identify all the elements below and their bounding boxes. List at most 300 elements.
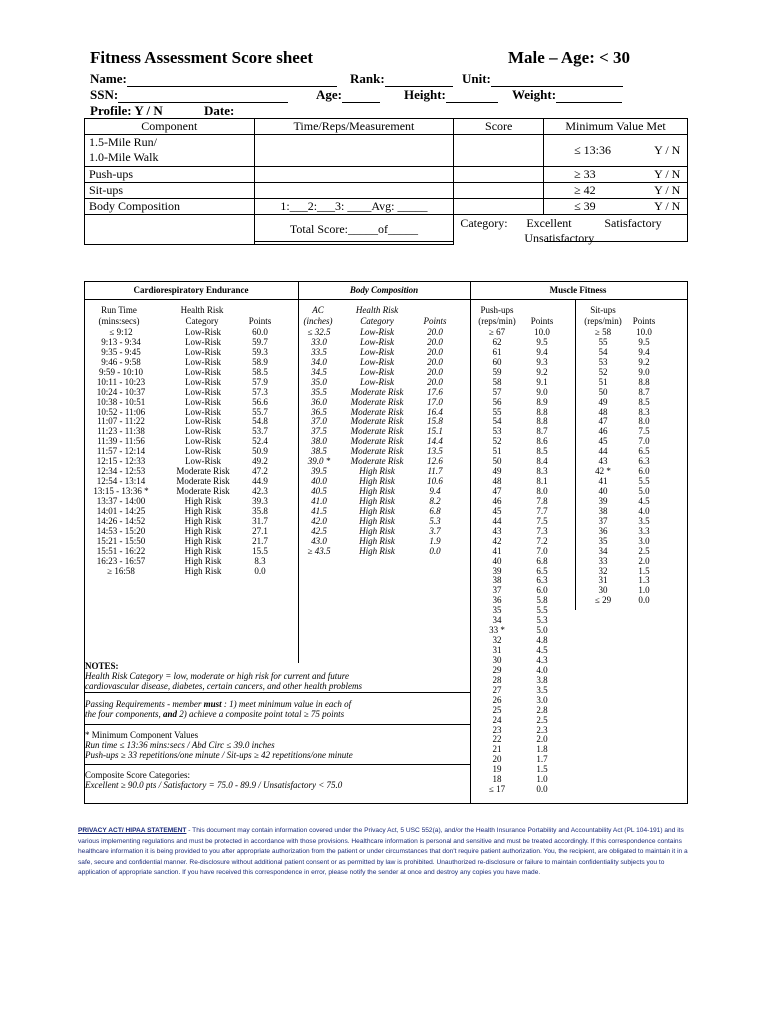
pushup-points-cell: 8.6	[536, 436, 548, 447]
body-points-cell: 8.2	[429, 495, 441, 506]
run-time-cell: ≥ 16:58	[107, 565, 135, 576]
note-text: 2) achieve a composite point total ≥ 75 points	[177, 709, 345, 719]
run-label: 1.5-Mile Run/ 1.0-Mile Walk	[85, 135, 255, 167]
note-emphasis: must	[203, 699, 222, 709]
body-risk-cell: Moderate Risk	[350, 386, 404, 397]
header-measurement: Time/Reps/Measurement	[254, 119, 454, 135]
run-time-cell: 9:59 - 10:10	[99, 366, 143, 377]
cardio-risk-cell: Low-Risk	[185, 366, 221, 377]
situps-minimum[interactable]: ≥ 42 Y / N	[544, 183, 688, 199]
situp-reps-cell: 51	[598, 376, 608, 387]
body-risk-cell: High Risk	[359, 525, 395, 536]
run-time-cell: 10:52 - 11:06	[96, 406, 146, 417]
col-run-time: Run Time (mins:secs)	[98, 305, 140, 326]
pushup-points-cell: 2.8	[536, 704, 548, 715]
situp-reps-cell: 35	[598, 535, 608, 546]
note-line: Health Risk Category = low, moderate or high risk for current and future	[85, 671, 349, 681]
pushup-points-cell: 8.7	[536, 426, 548, 437]
run-time-cell: 13:37 - 14:00	[96, 495, 146, 506]
note-text: : 1) meet minimum value in each of	[221, 699, 352, 709]
situp-reps-cell: 38	[598, 505, 608, 516]
ac-cell: 36.5	[311, 406, 327, 417]
cardio-risk-cell: Low-Risk	[185, 426, 221, 437]
situp-reps-cell: 48	[598, 406, 608, 417]
run-time-cell: 12:54 - 13:14	[96, 476, 146, 487]
run-time-cell: 14:26 - 14:52	[96, 515, 146, 526]
body-risk-cell: Moderate Risk	[350, 436, 404, 447]
pushups-score[interactable]	[454, 167, 544, 183]
body-risk-cell: High Risk	[359, 515, 395, 526]
pushup-reps-cell: 22	[492, 734, 502, 745]
body-points-cell: 20.0	[427, 366, 443, 377]
privacy-body: - This document may contain information covered under the Privacy Act, 5 USC 552(a), and/or the Health Insurance Portability and Accountability Act (PL 104-191) and its various implementing regulations and must be protected in accordance with those provisions. Healthcare information is personal and sensitive and must be treated accordingly. If this correspondence contains healthcare information it is being provided to you after appropriate authorization from the patient or under circumstances that don't require patient authorization. You, the recipient, are obligated to maintain it in a safe, secure and confidential manner. Re-disclosure without additional patient consent or as permitted by law is prohibited. Unauthorized re-disclosure or failure to maintain confidentiality subjects you to application of appropriate sanction. If you have received this correspondence in error, please notify the sender at once and destroy any copies you have made.	[78, 827, 688, 876]
cardio-points-cell: 57.9	[252, 376, 268, 387]
situp-reps-cell: 37	[598, 515, 608, 526]
pushup-points-cell: 5.8	[536, 595, 548, 606]
pushups-minimum[interactable]: ≥ 33 Y / N	[544, 167, 688, 183]
notes	[85, 661, 469, 691]
cardio-points-cell: 21.7	[252, 535, 268, 546]
col-ac: AC (inches)	[303, 305, 333, 326]
situp-reps-cell: 33	[598, 555, 608, 566]
pushup-reps-cell: 40	[492, 555, 502, 566]
ssn-label: SSN:	[90, 87, 119, 102]
cardio-risk-cell: Low-Risk	[185, 356, 221, 367]
pushup-reps-cell: 30	[492, 654, 502, 665]
ac-cell: 40.0	[311, 476, 327, 487]
pushups-measurement[interactable]	[254, 167, 454, 183]
body-points-cell: 17.6	[427, 386, 443, 397]
situp-reps-cell: 34	[598, 545, 608, 556]
category-unsatisfactory[interactable]: Unsatisfactory	[524, 231, 595, 245]
cardio-risk-cell: Moderate Risk	[176, 466, 230, 477]
cardio-points-cell: 27.1	[252, 525, 268, 536]
pushup-points-cell: 6.8	[536, 555, 548, 566]
pushup-points-cell: 8.3	[536, 466, 548, 477]
cardio-risk-cell: High Risk	[184, 515, 222, 526]
pushup-points-cell: 4.5	[536, 645, 548, 655]
situp-points-cell: 9.2	[638, 356, 650, 367]
situp-points-cell: 6.0	[638, 466, 650, 477]
passing-requirements	[85, 699, 469, 719]
pushup-reps-cell: 33 *	[489, 625, 505, 636]
pushup-points-cell: 7.8	[536, 495, 548, 506]
run-time-cell: 11:39 - 11:56	[97, 436, 145, 447]
pushup-reps-cell: 46	[492, 495, 502, 506]
minimum-values	[85, 730, 469, 760]
situp-points-cell: 2.0	[638, 555, 650, 566]
situp-points-cell: 7.5	[638, 426, 650, 437]
body-points-cell: 15.1	[427, 426, 443, 437]
cardio-points-cell: 42.3	[252, 486, 268, 496]
bodycomp-minimum[interactable]: ≤ 39 Y / N	[544, 199, 688, 215]
pushup-reps-cell: 23	[492, 724, 502, 735]
run-time-cell: 15:51 - 16:22	[96, 545, 146, 556]
run-minimum[interactable]: ≤ 13:36 Y / N	[544, 135, 688, 167]
cardio-risk-cell: High Risk	[184, 555, 222, 566]
section-body-composition: Body Composition	[349, 285, 419, 295]
cardio-risk-cell: Low-Risk	[185, 436, 221, 447]
ac-cell: 37.5	[311, 426, 327, 437]
body-points-cell: 3.7	[429, 525, 441, 536]
note-emphasis: and	[163, 709, 178, 719]
body-risk-cell: Moderate Risk	[350, 396, 404, 407]
pushup-points-cell: 8.9	[536, 396, 548, 407]
situp-points-cell: 0.0	[638, 595, 650, 606]
unit-label: Unit:	[462, 71, 491, 86]
page-subtitle: Male – Age: < 30	[508, 48, 631, 67]
ac-cell: ≥ 43.5	[307, 545, 331, 556]
cardio-points-cell: 59.7	[252, 336, 268, 347]
situp-reps-cell: 30	[598, 585, 608, 596]
pushup-points-cell: 8.5	[536, 446, 548, 457]
run-time-cell: 10:24 - 10:37	[96, 386, 146, 397]
ac-cell: 33.0	[311, 336, 327, 347]
col-body-points: Points	[423, 316, 447, 326]
body-risk-cell: Low-Risk	[359, 327, 394, 337]
pushup-reps-cell: 39	[492, 565, 502, 576]
cardio-points-cell: 57.3	[252, 386, 268, 397]
ac-cell: 35.5	[311, 386, 327, 397]
cardio-points-cell: 56.6	[252, 396, 268, 407]
situp-points-cell: 9.5	[638, 336, 650, 347]
rank-field[interactable]	[350, 71, 453, 87]
run-time-cell: 12:34 - 12:53	[96, 466, 146, 477]
situp-points-cell: 10.0	[636, 327, 652, 337]
body-risk-cell: High Risk	[359, 545, 395, 556]
blank-cell	[85, 215, 255, 245]
total-score[interactable]: Total Score:_____of_____	[254, 215, 454, 245]
body-risk-cell: High Risk	[359, 535, 395, 546]
col-pushup-points: Points	[530, 316, 554, 326]
pushup-points-cell: 4.0	[536, 664, 548, 675]
privacy-statement	[78, 826, 690, 879]
situp-points-cell: 8.7	[638, 386, 650, 397]
ac-cell: 38.0	[311, 436, 327, 447]
pushup-points-cell: 2.3	[536, 724, 548, 735]
pushup-reps-cell: 27	[492, 684, 502, 695]
bodycomp-measurement[interactable]: 1:___2:___3: ____Avg: _____	[254, 199, 454, 215]
body-risk-cell: Moderate Risk	[350, 456, 404, 467]
pushup-reps-cell: 51	[492, 446, 502, 457]
body-points-cell: 20.0	[427, 327, 443, 337]
run-time-cell: 14:01 - 14:25	[96, 505, 146, 516]
body-points-cell: 20.0	[427, 336, 443, 347]
body-risk-cell: Low-Risk	[359, 366, 394, 377]
cardio-risk-cell: Low-Risk	[185, 336, 221, 347]
pushup-points-cell: 1.8	[536, 744, 548, 755]
name-field[interactable]	[90, 71, 337, 87]
pushup-points-cell: 8.4	[536, 456, 548, 467]
situp-reps-cell: 45	[598, 436, 608, 447]
pushup-points-cell: 1.7	[536, 754, 548, 765]
run-time-cell: 11:07 - 11:22	[97, 416, 145, 427]
cardio-risk-cell: Moderate Risk	[176, 476, 230, 487]
pushup-reps-cell: 56	[492, 396, 502, 407]
pushup-points-cell: 9.0	[536, 386, 548, 397]
col-body-risk: Health Risk Category	[355, 305, 399, 326]
body-risk-cell: Low-Risk	[359, 336, 394, 347]
pushup-points-cell: 8.1	[536, 476, 548, 487]
cardio-risk-cell: Low-Risk	[185, 446, 221, 457]
body-points-cell: 11.7	[427, 466, 443, 477]
run-time-cell: 12:15 - 12:33	[96, 456, 146, 467]
ac-cell: ≤ 32.5	[307, 327, 331, 337]
cardio-points-cell: 15.5	[252, 545, 268, 556]
situp-points-cell: 6.3	[638, 456, 650, 467]
body-risk-cell: Moderate Risk	[350, 446, 404, 457]
category-excellent[interactable]: Excellent	[526, 216, 572, 230]
run-time-cell: 15:21 - 15:50	[96, 535, 146, 546]
pushup-reps-cell: 38	[492, 575, 502, 586]
weight-label: Weight:	[512, 87, 557, 102]
col-cardio-points: Points	[248, 316, 272, 326]
pushup-points-cell: 6.5	[536, 565, 548, 576]
composite-categories	[85, 770, 469, 790]
pushup-points-cell: 6.3	[536, 575, 548, 586]
situps-label: Sit-ups	[85, 183, 255, 199]
situp-reps-cell: 32	[598, 565, 608, 576]
cardio-risk-cell: Low-Risk	[185, 416, 221, 427]
cardio-risk-cell: Low-Risk	[185, 406, 221, 417]
ac-cell: 41.5	[311, 505, 327, 516]
pushup-points-cell: 0.0	[536, 784, 548, 795]
cardio-points-cell: 35.8	[252, 505, 268, 516]
run-time-cell: 9:46 - 9:58	[101, 356, 141, 367]
pushup-reps-cell: 37	[492, 585, 502, 596]
pushup-reps-cell: 31	[492, 645, 502, 655]
pushup-reps-cell: 29	[492, 664, 502, 675]
situp-reps-cell: 43	[598, 456, 608, 467]
run-time-cell: ≤ 9:12	[109, 327, 133, 337]
cardio-points-cell: 58.5	[252, 366, 268, 377]
cardio-risk-cell: High Risk	[184, 495, 222, 506]
pushup-reps-cell: 54	[492, 416, 502, 427]
pushup-points-cell: 9.4	[536, 346, 548, 357]
pushup-reps-cell: 28	[492, 674, 502, 685]
body-points-cell: 10.6	[427, 476, 443, 487]
pushup-reps-cell: 45	[492, 505, 502, 516]
ac-cell: 33.5	[311, 346, 327, 357]
height-field[interactable]	[404, 87, 498, 103]
pushup-reps-cell: 43	[492, 525, 502, 536]
age-field[interactable]	[316, 87, 380, 103]
situp-points-cell: 4.0	[638, 505, 650, 516]
situp-reps-cell: 54	[598, 346, 608, 357]
situp-points-cell: 8.5	[638, 396, 650, 407]
unit-field[interactable]	[462, 71, 623, 87]
ac-cell: 39.0 *	[307, 456, 331, 467]
ssn-field[interactable]	[90, 87, 288, 103]
situp-reps-cell: 40	[598, 486, 608, 496]
ac-cell: 39.5	[311, 466, 327, 477]
run-time-cell: 14:53 - 15:20	[96, 525, 146, 536]
run-time-cell: 9:13 - 9:34	[101, 336, 141, 347]
body-points-cell: 13.5	[427, 446, 443, 457]
body-risk-cell: High Risk	[359, 476, 395, 487]
pushup-reps-cell: 52	[492, 436, 502, 447]
pushup-points-cell: 1.5	[536, 764, 548, 775]
situp-points-cell: 7.0	[638, 436, 650, 447]
situp-points-cell: 3.0	[638, 535, 650, 546]
pushup-points-cell: 2.0	[536, 734, 548, 745]
name-label: Name:	[90, 71, 127, 86]
pushup-reps-cell: 44	[492, 515, 502, 526]
cardio-points-cell: 0.0	[254, 565, 266, 576]
situp-reps-cell: 50	[598, 386, 608, 397]
body-risk-cell: High Risk	[359, 495, 395, 506]
cardio-points-cell: 50.9	[252, 446, 268, 457]
run-time-cell: 13:15 - 13:36 *	[93, 486, 149, 496]
cardio-points-cell: 49.2	[252, 456, 268, 467]
situp-reps-cell: 39	[598, 495, 608, 506]
pushup-reps-cell: 49	[492, 466, 502, 477]
category-satisfactory[interactable]: Satisfactory	[604, 216, 662, 230]
cardio-risk-cell: Low-Risk	[185, 456, 221, 467]
pushup-points-cell: 5.3	[536, 615, 548, 626]
cardio-points-cell: 31.7	[252, 515, 268, 526]
weight-field[interactable]	[512, 87, 622, 103]
cardio-risk-cell: Low-Risk	[185, 327, 221, 337]
situp-reps-cell: 41	[598, 476, 608, 487]
component-table	[84, 118, 688, 245]
date-field[interactable]: Date:	[204, 103, 235, 118]
cardio-risk-cell: High Risk	[184, 565, 222, 576]
situp-points-cell: 1.3	[638, 575, 650, 586]
body-risk-cell: Moderate Risk	[350, 416, 404, 427]
body-points-cell: 15.8	[427, 416, 443, 427]
pushup-points-cell: 9.1	[536, 376, 548, 387]
pushup-points-cell: 7.2	[536, 535, 548, 546]
pushup-reps-cell: 18	[492, 774, 502, 785]
cardio-risk-cell: Moderate Risk	[176, 486, 230, 496]
situp-points-cell: 9.0	[638, 366, 650, 377]
category-label: Category:	[460, 216, 508, 230]
cardio-points-cell: 8.3	[254, 555, 266, 566]
profile-field[interactable]: Profile: Y / N	[90, 103, 163, 118]
pushup-reps-cell: 20	[492, 754, 502, 765]
pushup-points-cell: 3.8	[536, 674, 548, 685]
pushup-points-cell: 4.8	[536, 635, 548, 646]
run-score[interactable]	[454, 135, 544, 167]
ac-cell: 42.0	[311, 515, 327, 526]
ac-cell: 41.0	[311, 495, 327, 506]
situp-reps-cell: ≤ 29	[594, 595, 612, 606]
body-points-cell: 1.9	[429, 535, 441, 546]
pushup-reps-cell: 50	[492, 456, 502, 467]
pushup-points-cell: 8.8	[536, 406, 548, 417]
pushup-points-cell: 7.7	[536, 505, 548, 516]
body-points-cell: 20.0	[427, 376, 443, 387]
situp-points-cell: 5.0	[638, 486, 650, 496]
ac-cell: 42.5	[311, 525, 327, 536]
situp-reps-cell: 55	[598, 336, 608, 347]
pushup-points-cell: 6.0	[536, 585, 548, 596]
run-measurement[interactable]	[254, 135, 454, 167]
header-component: Component	[85, 119, 255, 135]
pushup-points-cell: 7.0	[536, 545, 548, 556]
cardio-points-cell: 59.3	[252, 346, 268, 357]
pushup-reps-cell: 42	[492, 535, 502, 546]
situp-points-cell: 4.5	[638, 495, 650, 506]
situp-points-cell: 8.0	[638, 416, 650, 427]
situp-reps-cell: 47	[598, 416, 608, 427]
col-situps: Sit-ups (reps/min)	[584, 305, 622, 326]
situps-score[interactable]	[454, 183, 544, 199]
body-risk-cell: Low-Risk	[359, 346, 394, 357]
body-risk-cell: High Risk	[359, 505, 395, 516]
cardio-points-cell: 55.7	[252, 406, 268, 417]
note-line: Excellent ≥ 90.0 pts / Satisfactory = 75.0 - 89.9 / Unsatisfactory < 75.0	[85, 780, 343, 790]
height-label: Height:	[404, 87, 446, 102]
pushups-label: Push-ups	[85, 167, 255, 183]
situp-reps-cell: 36	[598, 525, 608, 536]
situp-reps-cell: 53	[598, 356, 608, 367]
pushup-reps-cell: 58	[492, 376, 502, 387]
situp-points-cell: 3.3	[638, 525, 650, 536]
situp-points-cell: 9.4	[638, 346, 650, 357]
body-points-cell: 0.0	[429, 545, 441, 556]
pushup-points-cell: 3.5	[536, 684, 548, 695]
body-points-cell: 17.0	[427, 396, 443, 407]
situp-points-cell: 1.0	[638, 585, 650, 596]
notes-heading: NOTES:	[85, 661, 119, 671]
pushup-points-cell: 8.8	[536, 416, 548, 427]
note-line: Composite Score Categories:	[85, 770, 190, 780]
body-risk-cell: Low-Risk	[359, 356, 394, 367]
body-points-cell: 20.0	[427, 346, 443, 357]
ac-cell: 34.5	[311, 366, 327, 377]
ac-cell: 37.0	[311, 416, 327, 427]
situp-points-cell: 3.5	[638, 515, 650, 526]
pushup-reps-cell: 60	[492, 356, 502, 367]
pushup-points-cell: 7.3	[536, 525, 548, 536]
bodycomp-label: Body Composition	[85, 199, 255, 215]
cardio-points-cell: 39.3	[252, 495, 268, 506]
situp-points-cell: 5.5	[638, 476, 650, 487]
pushup-reps-cell: 34	[492, 615, 502, 626]
cardio-risk-cell: Low-Risk	[185, 346, 221, 357]
header-score: Score	[454, 119, 544, 135]
privacy-lead[interactable]: PRIVACY ACT/ HIPAA STATEMENT	[78, 827, 187, 834]
pushup-reps-cell: 57	[492, 386, 502, 397]
ac-cell: 43.0	[311, 535, 327, 546]
header-minimum: Minimum Value Met	[544, 119, 688, 135]
cardio-risk-cell: Low-Risk	[185, 376, 221, 387]
pushup-points-cell: 9.5	[536, 336, 548, 347]
situps-measurement[interactable]	[254, 183, 454, 199]
note-line: cardiovascular disease, diabetes, certain cancers, and other health problems	[85, 681, 363, 691]
situp-reps-cell: 44	[598, 446, 608, 457]
pushup-points-cell: 10.0	[534, 327, 550, 337]
pushup-points-cell: 2.5	[536, 714, 548, 725]
age-label: Age:	[316, 87, 342, 102]
pushup-points-cell: 5.0	[536, 625, 548, 636]
pushup-reps-cell: ≤ 17	[488, 784, 506, 795]
bodycomp-score[interactable]	[454, 199, 544, 215]
note-line: Run time ≤ 13:36 mins:secs / Abd Circ ≤ 39.0 inches	[85, 740, 275, 750]
situp-points-cell: 6.5	[638, 446, 650, 457]
col-situp-points: Points	[632, 316, 656, 326]
body-points-cell: 6.8	[429, 505, 441, 516]
note-text: the four components,	[85, 709, 163, 719]
body-points-cell: 14.4	[427, 436, 443, 447]
run-time-cell: 10:11 - 10:23	[96, 376, 146, 387]
pushup-points-cell: 5.5	[536, 605, 548, 616]
note-line: Push-ups ≥ 33 repetitions/one minute / Sit-ups ≥ 42 repetitions/one minute	[85, 750, 353, 760]
section-muscle: Muscle Fitness	[549, 285, 607, 295]
pushup-reps-cell: 35	[492, 605, 502, 616]
